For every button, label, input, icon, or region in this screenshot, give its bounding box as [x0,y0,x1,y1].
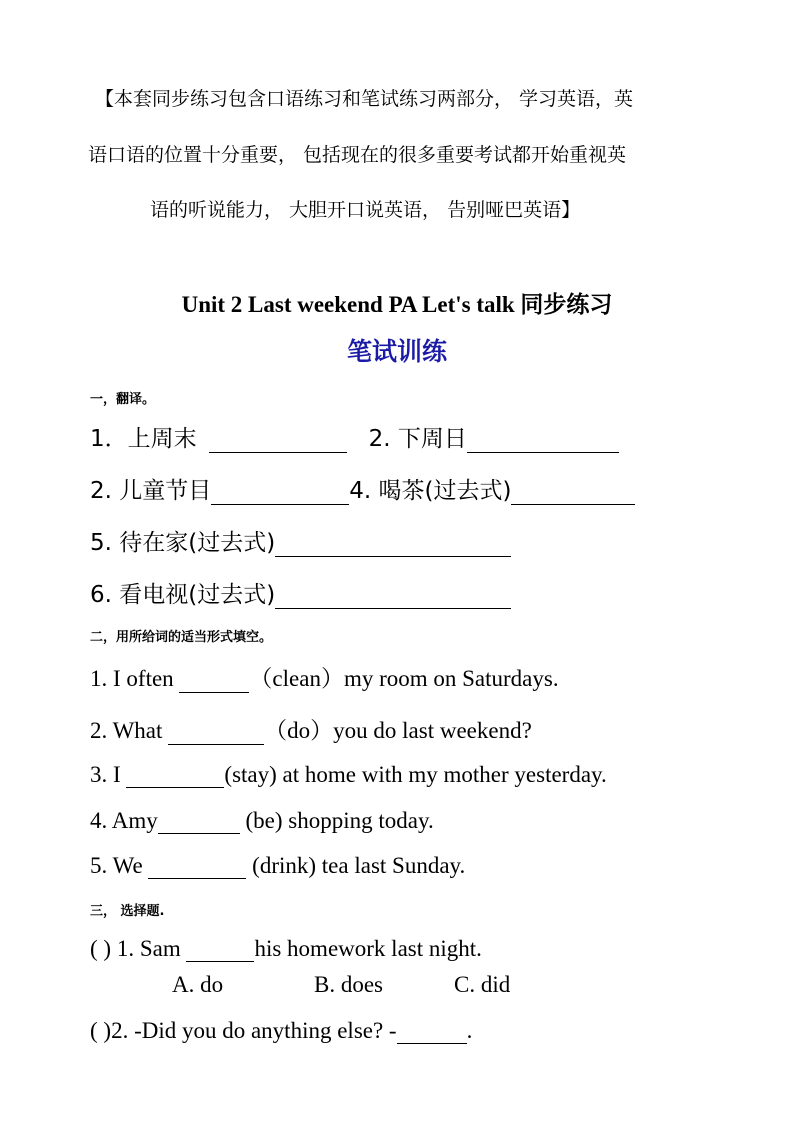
intro-line-2: 语口语的位置十分重要， 包括现在的很多重要考试都开始重视英 [88,144,627,166]
fill-item-text: (be) shopping today. [239,808,434,833]
translation-item-5: 5. 待在家(过去式) [90,530,276,556]
answer-blank[interactable] [275,534,511,557]
fill-item-text: (stay) at home with my mother yesterday. [224,762,607,787]
fill-item-2 [90,712,532,745]
fill-item-text: （do）you do last weekend? [264,718,532,743]
translation-item-1: 1．上周末 [90,426,197,452]
fill-item-3 [90,762,607,788]
fill-item-text: 2. What [90,718,169,743]
option-b[interactable]: B. does [314,972,383,997]
fill-item-text: （clean）my room on Saturdays. [249,666,559,691]
answer-blank[interactable] [158,813,240,834]
question-text: his homework last night. [254,936,482,961]
answer-blank[interactable] [397,1023,467,1044]
fill-item-1 [90,660,559,693]
translation-row-1 [90,420,619,453]
option-c[interactable]: C. did [454,972,511,997]
translation-item-6: 6. 看电视(过去式) [90,582,276,608]
fill-item-text: 1. I often [90,666,180,691]
translation-row-2 [90,472,635,505]
answer-blank[interactable] [186,941,254,962]
translation-item-4: 4. 喝茶(过去式) [349,478,512,504]
answer-blank[interactable] [179,672,249,693]
page-subtitle: 笔试训练 [346,337,447,366]
translation-item-2: 2. 下周日 [368,426,467,452]
answer-blank[interactable] [467,430,619,453]
fill-item-5 [90,853,465,879]
section-1-heading: 一，翻译。 [90,392,156,407]
question-text: ( ) 1. Sam [90,936,187,961]
question-text: ( )2. -Did you do anything else? - [90,1018,397,1043]
fill-item-text: 5. We [90,853,149,878]
choice-question-2 [90,1018,472,1044]
fill-item-text: (drink) tea last Sunday. [246,853,466,878]
translation-row-3 [90,524,511,557]
choice-question-1 [90,936,482,962]
answer-blank[interactable] [275,586,511,609]
fill-item-text: 3. I [90,762,127,787]
answer-blank[interactable] [511,482,635,505]
intro-line-1: 【本套同步练习包含口语练习和笔试练习两部分， 学习英语，英 [95,88,634,110]
fill-item-4 [90,808,434,834]
question-text: . [466,1018,473,1043]
translation-row-4 [90,576,511,609]
answer-blank[interactable] [168,724,264,745]
answer-blank[interactable] [211,482,349,505]
intro-line-3: 语的听说能力， 大胆开口说英语， 告别哑巴英语】 [150,199,581,221]
section-3-heading: 三， 选择题. [90,904,165,919]
option-a[interactable]: A. do [172,972,224,997]
answer-blank[interactable] [148,858,246,879]
answer-blank[interactable] [126,767,224,788]
answer-blank[interactable] [209,430,347,453]
translation-item-3: 2. 儿童节目 [90,478,212,504]
fill-item-text: 4. Amy [90,808,158,833]
section-2-heading: 二，用所给词的适当形式填空。 [90,630,273,645]
page-title: Unit 2 Last weekend PA Let's talk 同步练习 [181,292,613,317]
